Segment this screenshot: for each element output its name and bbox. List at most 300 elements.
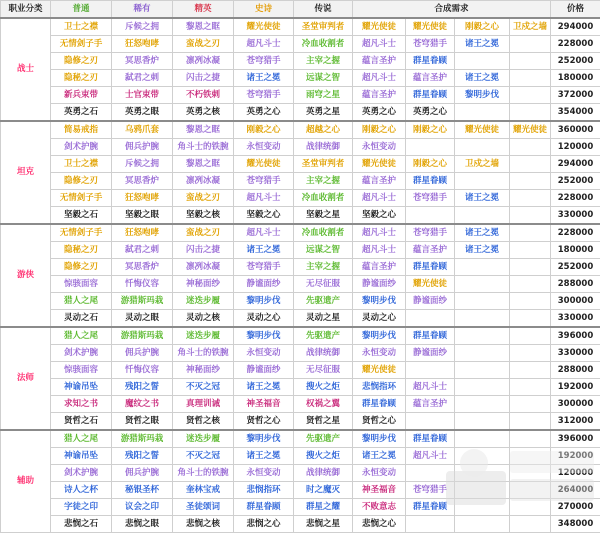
item-cell: 群星眷顾: [406, 87, 455, 104]
table-body: [1, 18, 600, 533]
item-cell: 佣兵护腕: [112, 345, 173, 362]
item-cell: 惊骇面容: [51, 276, 112, 293]
item-cell: 刚毅之心: [406, 156, 455, 173]
item-cell: 战律统御: [294, 465, 353, 482]
item-cell: [510, 259, 551, 276]
item-cell: 诗人之杯: [51, 482, 112, 499]
price-cell: 228000: [551, 224, 600, 242]
item-cell: [510, 87, 551, 104]
item-cell: [455, 327, 510, 345]
item-cell: [510, 173, 551, 190]
header-synthesis: 合成需求: [353, 1, 551, 19]
item-cell: 诸王之冕: [353, 448, 406, 465]
item-cell: 英勇之心: [234, 104, 294, 122]
item-cell: 远谋之智: [294, 242, 353, 259]
item-cell: 坚毅之心: [353, 207, 406, 225]
item-cell: 诸王之冕: [234, 70, 294, 87]
item-cell: 黎明步伐: [234, 293, 294, 310]
table-row: [1, 70, 600, 87]
item-cell: 悲悯之心: [353, 516, 406, 533]
item-cell: 耀光使徒: [234, 18, 294, 36]
item-cell: 主宰之握: [294, 173, 353, 190]
item-cell: 时之魔灭: [294, 482, 353, 499]
item-cell: 永恒变动: [353, 465, 406, 482]
item-cell: 苍穹猎手: [234, 259, 294, 276]
item-cell: [510, 36, 551, 53]
item-cell: [510, 396, 551, 413]
item-cell: 角斗士的铁腕: [173, 465, 234, 482]
item-cell: 蛮战之刃: [173, 224, 234, 242]
item-cell: 弑君之刺: [112, 70, 173, 87]
item-cell: 卫士之襟: [51, 18, 112, 36]
item-cell: 永恒变动: [353, 139, 406, 156]
table-row: [1, 379, 600, 396]
item-cell: 无尽征服: [294, 276, 353, 293]
item-cell: 超凡斗士: [353, 242, 406, 259]
item-cell: [406, 310, 455, 328]
item-cell: 求知之书: [51, 396, 112, 413]
item-cell: 角斗士的铁腕: [173, 345, 234, 362]
item-cell: 圣堂审判者: [294, 18, 353, 36]
item-cell: 猎人之尾: [51, 430, 112, 448]
item-cell: 蕴言圣护: [406, 242, 455, 259]
item-cell: 灵动之星: [294, 310, 353, 328]
item-cell: [510, 465, 551, 482]
item-cell: 剑术护腕: [51, 465, 112, 482]
item-cell: 静谧面纱: [353, 276, 406, 293]
item-cell: 剑术护腕: [51, 345, 112, 362]
item-cell: 静谧面纱: [406, 293, 455, 310]
item-cell: 蕴言圣护: [353, 173, 406, 190]
item-cell: 冥思香炉: [112, 173, 173, 190]
item-cell: 权祸之翼: [294, 396, 353, 413]
item-cell: [510, 379, 551, 396]
item-cell: 残阳之誓: [112, 448, 173, 465]
item-cell: 主宰之握: [294, 53, 353, 70]
item-cell: 群星眷顾: [234, 499, 294, 516]
price-cell: 192000: [551, 379, 600, 396]
item-cell: [455, 499, 510, 516]
item-cell: 议会之印: [112, 499, 173, 516]
table-row: [1, 276, 600, 293]
item-cell: 悲悯指环: [234, 482, 294, 499]
item-cell: 英勇之心: [406, 104, 455, 122]
item-cell: 秘银圣杯: [112, 482, 173, 499]
item-cell: 灵动之心: [234, 310, 294, 328]
item-cell: 悲悯指环: [353, 379, 406, 396]
item-cell: [406, 516, 455, 533]
item-cell: 贤哲之星: [294, 413, 353, 431]
item-cell: 神谕吊坠: [51, 448, 112, 465]
item-cell: [510, 310, 551, 328]
item-cell: 黎明步伐: [234, 327, 294, 345]
item-cell: [455, 396, 510, 413]
item-cell: 战律统御: [294, 345, 353, 362]
item-cell: [406, 362, 455, 379]
item-cell: 狂怒咆哮: [112, 190, 173, 207]
table-row: [1, 173, 600, 190]
table-row: [1, 224, 600, 242]
item-cell: [510, 156, 551, 173]
header-class: 职业分类: [1, 1, 51, 19]
item-cell: 耀光使徒: [353, 156, 406, 173]
item-cell: 刚毅之心: [406, 121, 455, 139]
item-cell: 悲悯之星: [294, 516, 353, 533]
item-cell: 圣堂审判者: [294, 156, 353, 173]
header-common: 普通: [51, 1, 112, 19]
table-row: [1, 310, 600, 328]
item-cell: 远谋之智: [294, 70, 353, 87]
item-cell: 新兵束带: [51, 87, 112, 104]
item-cell: 苍穹猎手: [406, 224, 455, 242]
item-cell: [510, 242, 551, 259]
table-row: [1, 18, 600, 36]
item-cell: 静谧面纱: [234, 276, 294, 293]
item-cell: 诸王之冕: [234, 448, 294, 465]
item-cell: [510, 516, 551, 533]
item-cell: 坚毅之眼: [112, 207, 173, 225]
item-cell: 卫士之襟: [51, 156, 112, 173]
item-cell: [510, 362, 551, 379]
header-price: 价格: [551, 1, 600, 19]
price-cell: 180000: [551, 242, 600, 259]
item-cell: 超凡斗士: [234, 224, 294, 242]
item-cell: 隐秘之刃: [51, 242, 112, 259]
table-row: [1, 53, 600, 70]
item-cell: [455, 104, 510, 122]
item-cell: 超凡斗士: [406, 448, 455, 465]
item-cell: 游猎斯玛栽: [112, 430, 173, 448]
price-cell: 294000: [551, 18, 600, 36]
item-cell: 狂怒咆哮: [112, 36, 173, 53]
item-cell: 群星眷顾: [353, 396, 406, 413]
table-row: [1, 396, 600, 413]
item-cell: [455, 465, 510, 482]
item-cell: 隐修之刃: [51, 173, 112, 190]
item-cell: 群星眷顾: [406, 173, 455, 190]
item-cell: 群星眷顾: [406, 430, 455, 448]
header-elite: 精英: [173, 1, 234, 19]
item-cell: 无情剑子手: [51, 36, 112, 53]
item-cell: 士官束带: [112, 87, 173, 104]
item-cell: [406, 139, 455, 156]
item-cell: 超凡斗士: [234, 190, 294, 207]
price-cell: 180000: [551, 70, 600, 87]
item-cell: 游猎斯玛栽: [112, 293, 173, 310]
item-cell: [455, 448, 510, 465]
item-cell: 灵动之石: [51, 310, 112, 328]
price-cell: 396000: [551, 327, 600, 345]
item-cell: 隐秘之刃: [51, 70, 112, 87]
item-cell: 先驱遗产: [294, 327, 353, 345]
table-row: [1, 190, 600, 207]
item-cell: 刚毅之心: [455, 18, 510, 36]
item-cell: 冷血收割者: [294, 190, 353, 207]
item-cell: 黎恩之眶: [173, 18, 234, 36]
item-cell: [455, 173, 510, 190]
item-cell: 悲悯之心: [234, 516, 294, 533]
item-cell: 奎林宝戒: [173, 482, 234, 499]
item-cell: 凛冽冰凝: [173, 259, 234, 276]
item-cell: [510, 345, 551, 362]
item-cell: 佣兵护腕: [112, 465, 173, 482]
price-cell: 228000: [551, 36, 600, 53]
item-cell: [510, 448, 551, 465]
item-cell: 冷血收割者: [294, 36, 353, 53]
price-cell: 270000: [551, 499, 600, 516]
item-cell: 诸王之冕: [455, 224, 510, 242]
item-cell: 超凡斗士: [353, 224, 406, 242]
item-cell: 不灭之冠: [173, 448, 234, 465]
item-cell: 苍穹猎手: [234, 53, 294, 70]
item-cell: 真理训诫: [173, 396, 234, 413]
item-cell: [455, 482, 510, 499]
item-cell: [510, 327, 551, 345]
price-cell: 348000: [551, 516, 600, 533]
item-cell: 英勇之石: [51, 104, 112, 122]
item-cell: [406, 207, 455, 225]
item-cell: 无情剑子手: [51, 190, 112, 207]
item-cell: [455, 379, 510, 396]
item-cell: 乌鸦爪套: [112, 121, 173, 139]
table-row: [1, 499, 600, 516]
table-row: [1, 139, 600, 156]
table-row: [1, 293, 600, 310]
item-cell: 蕴言圣护: [353, 87, 406, 104]
item-cell: 超凡斗士: [406, 379, 455, 396]
item-cell: 诸王之冕: [455, 70, 510, 87]
price-cell: 294000: [551, 156, 600, 173]
table-row: [1, 207, 600, 225]
item-cell: 静谧面纱: [234, 362, 294, 379]
item-cell: 圣徒颂词: [173, 499, 234, 516]
price-cell: 192000: [551, 448, 600, 465]
item-cell: 搜火之炬: [294, 448, 353, 465]
item-cell: 耀光使徒: [353, 362, 406, 379]
price-cell: 330000: [551, 310, 600, 328]
item-cell: 佣兵护腕: [112, 139, 173, 156]
item-cell: 苍穹猎手: [406, 36, 455, 53]
item-cell: [510, 53, 551, 70]
item-cell: 雨穹之星: [294, 87, 353, 104]
item-cell: 超凡斗士: [234, 36, 294, 53]
item-cell: 游猎斯玛栽: [112, 327, 173, 345]
item-cell: 隐修之刃: [51, 259, 112, 276]
item-cell: 黎恩之眶: [173, 121, 234, 139]
item-cell: 灵动之心: [353, 310, 406, 328]
item-cell: 英勇之心: [353, 104, 406, 122]
item-cell: 坚毅之核: [173, 207, 234, 225]
item-cell: 战律统御: [294, 139, 353, 156]
item-cell: 角斗士的铁腕: [173, 139, 234, 156]
item-cell: 字徒之印: [51, 499, 112, 516]
item-cell: 惊骇面容: [51, 362, 112, 379]
item-cell: [510, 207, 551, 225]
item-cell: [455, 53, 510, 70]
item-cell: 神秘面纱: [173, 362, 234, 379]
item-cell: 贤哲之石: [51, 413, 112, 431]
item-cell: 诸王之冕: [234, 242, 294, 259]
item-cell: 蛮战之刃: [173, 36, 234, 53]
price-cell: 312000: [551, 413, 600, 431]
table-row: [1, 448, 600, 465]
item-cell: 英勇之眼: [112, 104, 173, 122]
item-cell: [455, 430, 510, 448]
item-cell: 不朽铁刺: [173, 87, 234, 104]
item-cell: 蕴言圣护: [406, 70, 455, 87]
header-row: [1, 1, 600, 19]
table-row: [1, 516, 600, 533]
item-cell: 耀光使徒: [353, 18, 406, 36]
item-cell: 闪击之捷: [173, 242, 234, 259]
item-cell: 永恒变动: [234, 465, 294, 482]
item-cell: 灵动之核: [173, 310, 234, 328]
price-cell: 300000: [551, 293, 600, 310]
item-cell: 群星眷顾: [406, 327, 455, 345]
item-cell: 苍穹猎手: [234, 87, 294, 104]
item-cell: 诸王之冕: [234, 379, 294, 396]
price-cell: 252000: [551, 53, 600, 70]
item-cell: 刚毅之心: [353, 121, 406, 139]
item-cell: 耀光使徒: [455, 121, 510, 139]
price-cell: 288000: [551, 362, 600, 379]
item-cell: 剑术护腕: [51, 139, 112, 156]
item-cell: 忏悔仪容: [112, 362, 173, 379]
header-rare: 稀有: [112, 1, 173, 19]
item-cell: 黎明步伐: [353, 293, 406, 310]
item-cell: 群星之耀: [294, 499, 353, 516]
table-row: [1, 465, 600, 482]
item-cell: [510, 276, 551, 293]
table-row: [1, 327, 600, 345]
price-cell: 360000: [551, 121, 600, 139]
price-cell: 264000: [551, 482, 600, 499]
item-cell: 迷迭步履: [173, 327, 234, 345]
item-cell: 超越之心: [294, 121, 353, 139]
item-cell: 神谕吊坠: [51, 379, 112, 396]
item-cell: 悲悯之眼: [112, 516, 173, 533]
class-name-cell: 战士: [1, 18, 51, 121]
item-cell: 先驱遗产: [294, 430, 353, 448]
item-cell: [455, 310, 510, 328]
table-row: [1, 242, 600, 259]
item-cell: 猎人之尾: [51, 327, 112, 345]
class-name-cell: 法师: [1, 327, 51, 430]
item-cell: 耀光使徒: [510, 121, 551, 139]
item-cell: [510, 190, 551, 207]
item-cell: 诸王之冕: [455, 190, 510, 207]
table-row: [1, 87, 600, 104]
item-cell: [510, 482, 551, 499]
price-cell: 288000: [551, 276, 600, 293]
item-cell: 冷血收割者: [294, 224, 353, 242]
item-cell: 冥思香炉: [112, 53, 173, 70]
item-cell: 神圣福音: [353, 482, 406, 499]
item-cell: 永恒变动: [234, 345, 294, 362]
item-cell: [455, 362, 510, 379]
item-cell: 悲悯之石: [51, 516, 112, 533]
item-cell: 群星眷顾: [406, 53, 455, 70]
item-cell: 简易戒指: [51, 121, 112, 139]
item-cell: 主宰之握: [294, 259, 353, 276]
item-cell: 英勇之星: [294, 104, 353, 122]
item-cell: 冥思香炉: [112, 259, 173, 276]
price-cell: 300000: [551, 396, 600, 413]
item-cell: 弑君之刺: [112, 242, 173, 259]
item-cell: 耀光使徒: [234, 156, 294, 173]
item-cell: 静谧面纱: [406, 345, 455, 362]
header-legend: 传说: [294, 1, 353, 19]
class-name-cell: 坦克: [1, 121, 51, 224]
item-cell: 苍穹猎手: [234, 173, 294, 190]
price-cell: 252000: [551, 173, 600, 190]
item-cell: [455, 139, 510, 156]
class-name-cell: 游侠: [1, 224, 51, 327]
item-cell: 无尽征服: [294, 362, 353, 379]
item-cell: 忏悔仪容: [112, 276, 173, 293]
item-cell: [510, 104, 551, 122]
item-cell: 蕴言圣护: [353, 53, 406, 70]
table-row: [1, 156, 600, 173]
item-cell: 耀光使徒: [406, 18, 455, 36]
item-cell: [510, 293, 551, 310]
table-row: [1, 413, 600, 431]
table-row: [1, 121, 600, 139]
table-row: [1, 259, 600, 276]
item-cell: 超凡斗士: [353, 70, 406, 87]
item-cell: 先驱遗产: [294, 293, 353, 310]
item-cell: 闪击之捷: [173, 70, 234, 87]
item-cell: 悲悯之核: [173, 516, 234, 533]
table-row: [1, 36, 600, 53]
item-cell: [510, 224, 551, 242]
item-cell: 神圣福音: [234, 396, 294, 413]
item-cell: 贤哲之心: [234, 413, 294, 431]
item-cell: 永恒变动: [353, 345, 406, 362]
item-cell: 超凡斗士: [353, 190, 406, 207]
item-cell: 诸王之冕: [455, 242, 510, 259]
item-cell: 神秘面纱: [173, 276, 234, 293]
table-row: [1, 362, 600, 379]
item-cell: [510, 430, 551, 448]
item-cell: 黎明步伐: [353, 327, 406, 345]
item-cell: 黎明步伐: [353, 430, 406, 448]
item-cell: [455, 293, 510, 310]
item-cell: [406, 413, 455, 431]
item-cell: [510, 139, 551, 156]
item-cell: 苍穹猎手: [406, 482, 455, 499]
item-cell: 超凡斗士: [353, 36, 406, 53]
item-cell: [455, 207, 510, 225]
class-name-cell: 辅助: [1, 430, 51, 533]
item-cell: 斥候之拥: [112, 156, 173, 173]
price-cell: 120000: [551, 465, 600, 482]
item-cell: 贤哲之心: [353, 413, 406, 431]
item-cell: [455, 413, 510, 431]
header-epic: 史诗: [234, 1, 294, 19]
item-cell: [455, 276, 510, 293]
item-cell: 诸王之冕: [455, 36, 510, 53]
price-cell: 396000: [551, 430, 600, 448]
table-row: [1, 482, 600, 499]
item-cell: 黎明步伐: [455, 87, 510, 104]
item-cell: [455, 516, 510, 533]
item-cell: 灵动之眼: [112, 310, 173, 328]
item-cell: 迷迭步履: [173, 430, 234, 448]
price-cell: 372000: [551, 87, 600, 104]
item-cell: 耀光使徒: [406, 276, 455, 293]
item-cell: 坚毅之星: [294, 207, 353, 225]
